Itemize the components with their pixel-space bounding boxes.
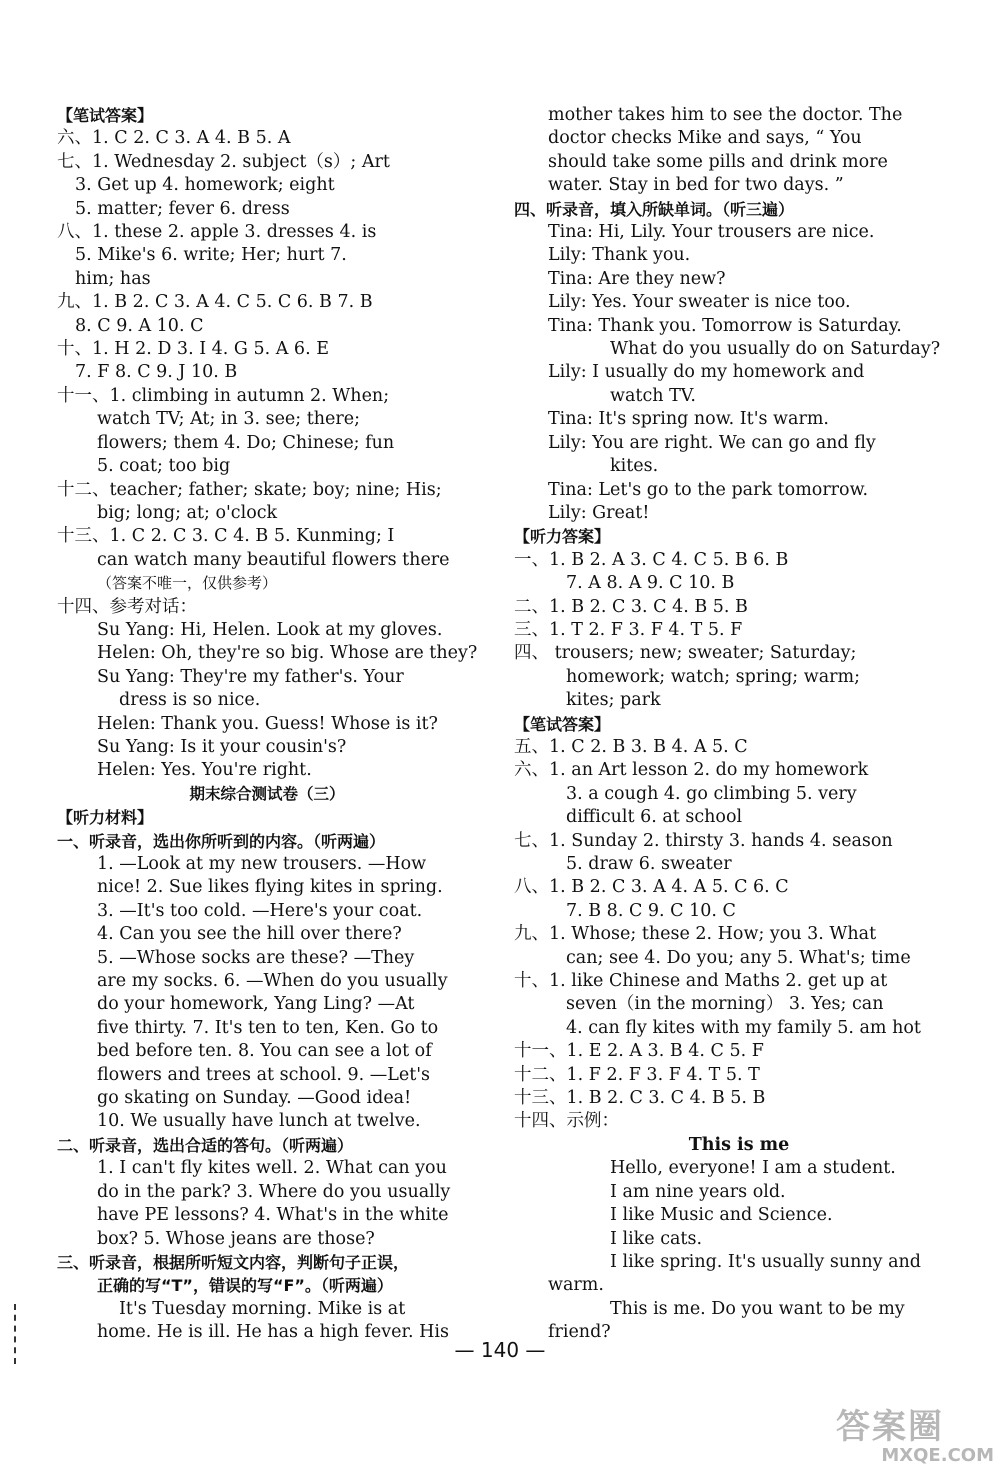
answer-line: 7. F 8. C 9. J 10. B xyxy=(75,362,238,383)
answer-line: 六、1. an Art lesson 2. do my homework xyxy=(514,760,869,781)
answer-line: 十四、示例： xyxy=(514,1111,619,1132)
section-heading: 四、听录音，填入所缺单词。（听三遍） xyxy=(514,199,795,219)
answer-line: I like spring. It's usually sunny and xyxy=(610,1251,921,1272)
answer-line: 3. —It's too cold. —Here's your coat. xyxy=(97,900,423,921)
answer-line: 3. a cough 4. go climbing 5. very xyxy=(566,783,857,804)
answer-line: are my socks. 6. —When do you usually xyxy=(97,971,448,992)
answer-line: Helen: Yes. You're right. xyxy=(97,760,312,781)
answer-line: watch TV; At; in 3. see; there; xyxy=(97,409,361,430)
answer-line: 4. Can you see the hill over there? xyxy=(97,924,402,945)
answer-line: home. He is ill. He has a high fever. His xyxy=(97,1322,449,1343)
answer-line: flowers and trees at school. 9. —Let's xyxy=(97,1064,431,1085)
section-heading: 正确的写“T”，错误的写“F”。（听两遍） xyxy=(97,1276,393,1296)
test-title: 期末综合测试卷（三） xyxy=(189,784,345,803)
answer-line: go skating on Sunday. —Good idea! xyxy=(97,1088,412,1109)
answer-line: 10. We usually have lunch at twelve. xyxy=(97,1111,421,1132)
answer-line: Su Yang: Is it your cousin's? xyxy=(97,736,347,757)
answer-line: 十、1. like Chinese and Maths 2. get up at xyxy=(514,971,888,992)
answer-line: 8. C 9. A 10. C xyxy=(75,315,204,336)
answer-line: It's Tuesday morning. Mike is at xyxy=(119,1298,406,1319)
answer-line: 四、 trousers; new; sweater; Saturday; xyxy=(514,643,857,664)
answer-line: friend? xyxy=(548,1322,611,1343)
answer-line: Helen: Oh, they're so big. Whose are they? xyxy=(97,643,478,664)
answer-line: nice! 2. Sue likes flying kites in spring. xyxy=(97,877,443,898)
answer-line: should take some pills and drink more xyxy=(548,151,888,172)
answer-line: 五、1. C 2. B 3. B 4. A 5. C xyxy=(514,736,748,757)
left-answer-column xyxy=(57,104,477,1345)
answer-line: 七、1. Sunday 2. thirsty 3. hands 4. season xyxy=(514,830,893,851)
answer-line: 十四、参考对话： xyxy=(57,596,197,617)
answer-line: 5. draw 6. sweater xyxy=(566,854,732,874)
answer-line: seven（in the morning） 3. Yes; can xyxy=(566,994,884,1015)
answer-line: five thirty. 7. It's ten to ten, Ken. Go to xyxy=(97,1017,439,1038)
answer-line: 4. can fly kites with my family 5. am hot xyxy=(566,1017,921,1038)
answer-line: homework; watch; spring; warm; xyxy=(566,666,861,687)
answer-line: kites. xyxy=(610,456,659,477)
watermark-text: 答案圈 xyxy=(836,1407,944,1447)
answer-line: big; long; at; o'clock xyxy=(97,502,278,523)
answer-line: 7. A 8. A 9. C 10. B xyxy=(566,573,735,594)
answer-line: Lily: Thank you. xyxy=(548,245,691,266)
answer-line: （答案不唯一，仅供参考） xyxy=(97,574,278,593)
answer-line: Tina: Let's go to the park tomorrow. xyxy=(548,479,869,500)
answer-line: I like cats. xyxy=(610,1228,703,1249)
answer-line: warm. xyxy=(548,1275,604,1296)
right-answer-column xyxy=(514,104,941,1345)
answer-line: flowers; them 4. Do; Chinese; fun xyxy=(97,432,395,453)
answer-line: I like Music and Science. xyxy=(610,1205,833,1226)
answer-line: Tina: Are they new? xyxy=(548,268,726,289)
answer-line: 十三、1. C 2. C 3. C 4. B 5. Kunming; I xyxy=(57,526,395,547)
answer-line: can; see 4. Do you; any 5. What's; time xyxy=(566,947,911,968)
answer-line: Tina: Thank you. Tomorrow is Saturday. xyxy=(548,315,902,336)
answer-line: I am nine years old. xyxy=(610,1181,786,1202)
answer-line: What do you usually do on Saturday? xyxy=(610,339,941,360)
answer-line: 1. I can't fly kites well. 2. What can you xyxy=(97,1158,447,1179)
answer-line: have PE lessons? 4. What's in the white xyxy=(97,1205,449,1226)
answer-line: This is me. Do you want to be my xyxy=(610,1298,905,1319)
answer-line: 3. Get up 4. homework; eight xyxy=(75,175,335,196)
answer-line: 六、1. C 2. C 3. A 4. B 5. A xyxy=(57,128,291,149)
answer-line: Tina: Hi, Lily. Your trousers are nice. xyxy=(548,222,875,243)
answer-line: water. Stay in bed for two days. ” xyxy=(548,175,844,196)
answer-line: 三、1. T 2. F 3. F 4. T 5. F xyxy=(514,619,743,640)
answer-line: 九、1. B 2. C 3. A 4. C 5. C 6. B 7. B xyxy=(57,292,373,313)
answer-line: box? 5. Whose jeans are those? xyxy=(97,1228,375,1249)
answer-line: him; has xyxy=(75,268,151,289)
answer-line: 七、1. Wednesday 2. subject（s）; Art xyxy=(57,151,390,172)
binding-margin-mark xyxy=(14,1304,19,1364)
answer-line: mother takes him to see the doctor. The xyxy=(548,105,903,125)
answer-line: Lily: Great! xyxy=(548,502,650,523)
answer-line: 十二、1. F 2. F 3. F 4. T 5. T xyxy=(514,1064,760,1085)
watermark-url: MXQE.COM xyxy=(881,1445,994,1466)
section-heading: 一、听录音，选出你所听到的内容。（听两遍） xyxy=(57,831,386,851)
answer-line: Lily: Yes. Your sweater is nice too. xyxy=(548,292,851,313)
answer-line: 十一、1. climbing in autumn 2. When; xyxy=(57,385,390,406)
answer-line: 十二、teacher; father; skate; boy; nine; His; xyxy=(57,479,442,500)
answer-line: do in the park? 3. Where do you usually xyxy=(97,1181,451,1202)
answer-line: do your homework, Yang Ling? —At xyxy=(97,994,415,1015)
answer-line: 九、1. Whose; these 2. How; you 3. What xyxy=(514,924,877,945)
answer-line: 八、1. these 2. apple 3. dresses 4. is xyxy=(57,222,377,243)
answer-line: Helen: Thank you. Guess! Whose is it? xyxy=(97,713,438,734)
answer-line: 一、1. B 2. A 3. C 4. C 5. B 6. B xyxy=(514,549,789,570)
answer-line: 十三、1. B 2. C 3. C 4. B 5. B xyxy=(514,1088,766,1109)
section-heading: 【听力答案】 xyxy=(514,527,611,547)
answer-line: 十、1. H 2. D 3. I 4. G 5. A 6. E xyxy=(57,339,329,360)
answer-line: kites; park xyxy=(566,690,661,711)
answer-line: 1. —Look at my new trousers. —How xyxy=(97,854,427,874)
section-heading: 三、听录音，根据所听短文内容，判断句子正误， xyxy=(57,1252,410,1272)
answer-line: can watch many beautiful flowers there xyxy=(97,549,450,570)
answer-line: difficult 6. at school xyxy=(566,807,743,828)
answer-line: dress is so nice. xyxy=(119,690,261,711)
answer-line: bed before ten. 8. You can see a lot of xyxy=(97,1041,432,1062)
answer-line: watch TV. xyxy=(610,385,696,406)
answer-line: Hello, everyone! I am a student. xyxy=(610,1158,896,1179)
answer-line: Tina: It's spring now. It's warm. xyxy=(548,409,829,430)
page-number: — 140 — xyxy=(454,1338,546,1362)
answer-line: doctor checks Mike and says, “ You xyxy=(548,128,862,149)
answer-line: 八、1. B 2. C 3. A 4. A 5. C 6. C xyxy=(514,877,789,898)
answer-line: Lily: I usually do my homework and xyxy=(548,362,865,383)
section-heading: 【笔试答案】 xyxy=(514,714,611,734)
section-heading: 二、听录音，选出合适的答句。（听两遍） xyxy=(57,1135,354,1155)
answer-line: 十一、1. E 2. A 3. B 4. C 5. F xyxy=(514,1041,764,1062)
answer-line: 5. matter; fever 6. dress xyxy=(75,198,290,219)
answer-line: Su Yang: They're my father's. Your xyxy=(97,666,404,687)
answer-line: 5. Mike's 6. write; Her; hurt 7. xyxy=(75,245,347,266)
answer-line: 5. coat; too big xyxy=(97,456,231,477)
answer-line: This is me xyxy=(688,1134,790,1155)
watermark-logo xyxy=(836,1408,994,1470)
answer-line: 5. —Whose socks are these? —They xyxy=(97,947,415,968)
answer-line: 二、1. B 2. C 3. C 4. B 5. B xyxy=(514,596,748,617)
section-heading: 【听力材料】 xyxy=(57,808,154,828)
answer-line: 7. B 8. C 9. C 10. C xyxy=(566,900,736,921)
answer-line: Su Yang: Hi, Helen. Look at my gloves. xyxy=(97,619,443,640)
section-heading: 【笔试答案】 xyxy=(57,106,154,125)
answer-line: Lily: You are right. We can go and fly xyxy=(548,432,876,453)
